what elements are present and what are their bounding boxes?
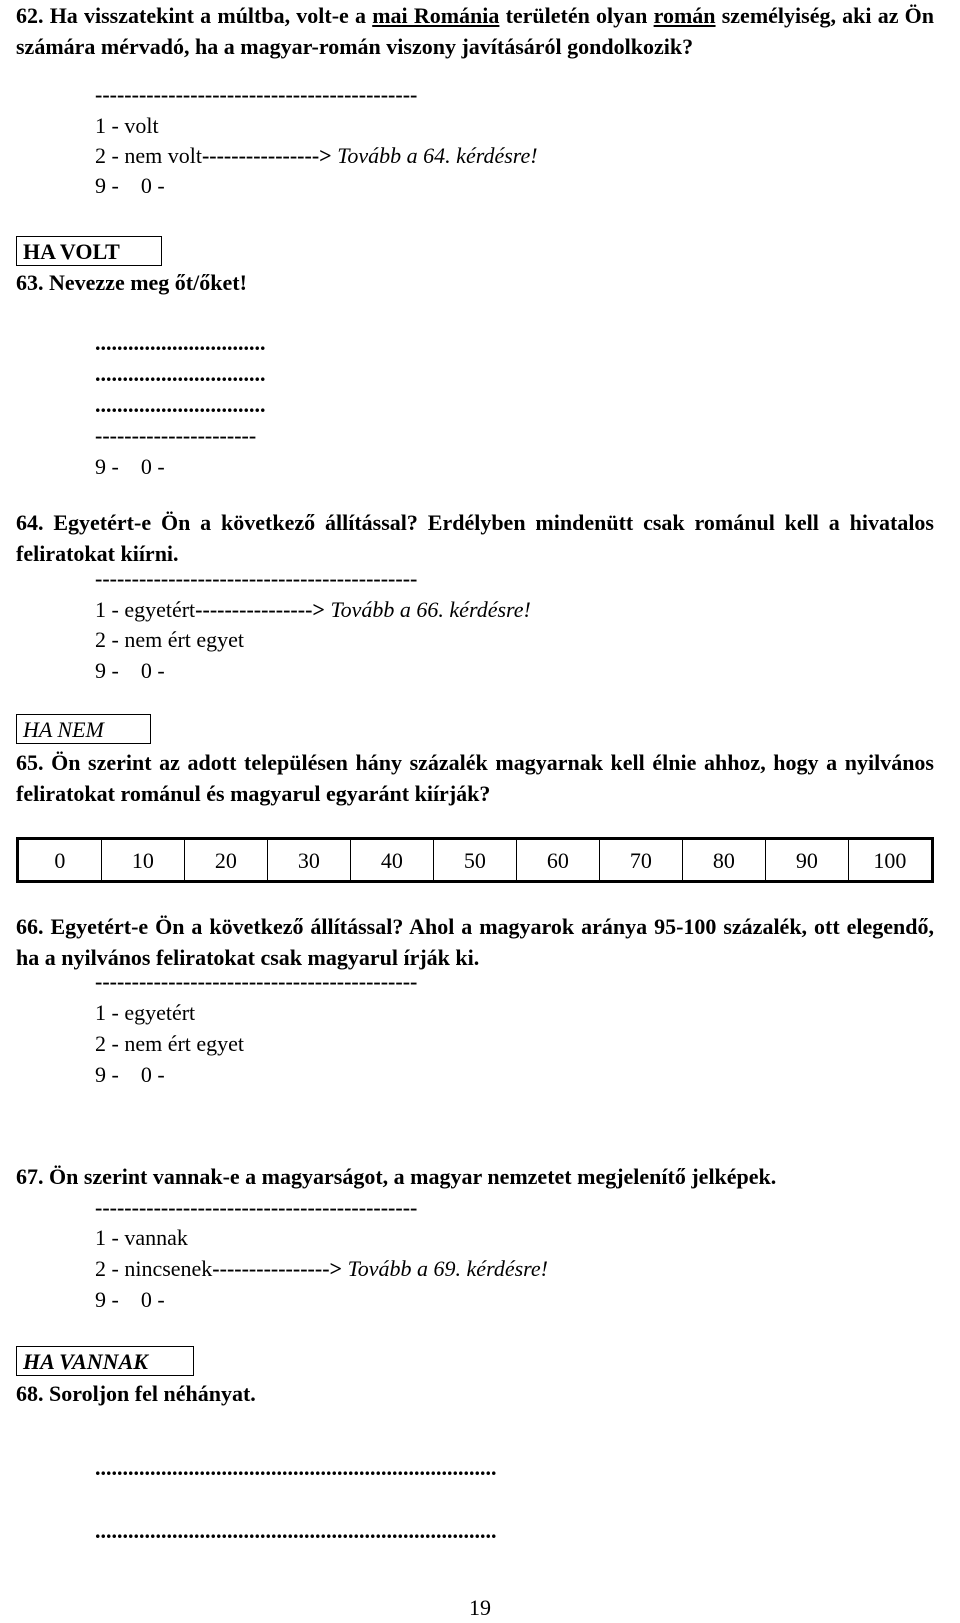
percentage-scale <box>16 837 934 883</box>
q66-option-1: 1 - egyetért <box>95 1000 196 1025</box>
scale-option-10[interactable]: 10 <box>101 839 184 882</box>
q67-option-2 <box>95 1253 548 1284</box>
q62-option-2-label: 2 - nem volt <box>95 143 202 168</box>
q64-codes: 9 - 0 - <box>95 658 165 683</box>
q67-option-2-jump: Tovább a 69. kérdésre! <box>342 1256 548 1281</box>
question-62-underlined-2: román <box>653 3 716 28</box>
question-66: 66. Egyetért-e Ön a következő állítással? Ahol a magyarok aránya 95-100 százalék, ott elegendő, ha a nyilvános feliratokat csak magyarul írják ki. <box>16 914 934 970</box>
filter-header-volt: HA VOLT <box>16 236 162 266</box>
q62-separator: -------------------------------------------- <box>95 82 418 107</box>
page-number: 19 <box>469 1595 491 1620</box>
q62-codes: 9 - 0 - <box>95 173 165 198</box>
q62-option-2 <box>95 140 538 171</box>
question-62 <box>16 0 934 62</box>
q63-codes: 9 - 0 - <box>95 454 165 479</box>
q67-option-1: 1 - vannak <box>95 1225 188 1250</box>
question-62-underlined-1: mai Románia <box>372 3 500 28</box>
q68-answer-line-1: ......................................................................... <box>95 1455 497 1480</box>
q64-option-2: 2 - nem ért egyet <box>95 627 245 652</box>
q63-answer-line-1: ............................... <box>95 330 266 355</box>
question-62-text-a: Ha visszatekint a múltba, volt-e a <box>49 3 373 28</box>
scale-option-20[interactable]: 20 <box>184 839 267 882</box>
scale-option-90[interactable]: 90 <box>765 839 848 882</box>
question-65: 65. Ön szerint az adott településen hány százalék magyarnak kell élnie ahhoz, hogy a nyilvános feliratokat románul és magyarul egyaránt kiírják? <box>16 750 934 806</box>
percentage-scale-row <box>18 839 933 882</box>
question-68: 68. Soroljon fel néhányat. <box>16 1381 256 1406</box>
scale-option-100[interactable]: 100 <box>848 839 932 882</box>
scale-option-40[interactable]: 40 <box>350 839 433 882</box>
q67-separator: -------------------------------------------- <box>95 1195 418 1220</box>
q67-option-2-arrow: ----------------> <box>212 1256 343 1281</box>
q62-option-2-arrow: ----------------> <box>201 143 332 168</box>
q63-answer-line-2: ............................... <box>95 361 266 386</box>
scale-option-50[interactable]: 50 <box>433 839 516 882</box>
question-62-text-c: személyiség, aki az Ön számára mérvadó, ha a magyar-román viszony javításáról gondolkozik? <box>16 3 934 59</box>
scale-option-0[interactable]: 0 <box>54 847 66 873</box>
scale-option-70[interactable]: 70 <box>599 839 682 882</box>
q62-option-2-jump: Tovább a 64. kérdésre! <box>331 143 538 168</box>
scale-option-30[interactable]: 30 <box>267 839 350 882</box>
question-67: 67. Ön szerint vannak-e a magyarságot, a magyar nemzetet megjelenítő jelképek. <box>16 1164 777 1189</box>
scale-option-60[interactable]: 60 <box>516 839 599 882</box>
q67-option-2-label: 2 - nincsenek <box>95 1256 213 1281</box>
q64-option-1-label: 1 - egyetért <box>95 597 196 622</box>
q67-codes: 9 - 0 - <box>95 1287 165 1312</box>
q64-option-1 <box>95 594 531 625</box>
q64-option-1-jump: Tovább a 66. kérdésre! <box>324 597 531 622</box>
q63-separator: ---------------------- <box>95 423 257 448</box>
q64-separator: -------------------------------------------- <box>95 566 418 591</box>
question-63: 63. Nevezze meg őt/őket! <box>16 270 247 295</box>
question-62-number: 62. <box>16 3 44 28</box>
filter-header-vannak: HA VANNAK <box>16 1346 194 1376</box>
filter-header-nem: HA NEM <box>16 714 151 744</box>
q66-codes: 9 - 0 - <box>95 1062 165 1087</box>
q62-option-1: 1 - volt <box>95 113 159 138</box>
q64-option-1-arrow: ----------------> <box>195 597 325 622</box>
q66-separator: -------------------------------------------- <box>95 969 418 994</box>
scale-option-80[interactable]: 80 <box>682 839 765 882</box>
q63-answer-line-3: ............................... <box>95 392 266 417</box>
question-62-text-b: területén olyan <box>499 3 654 28</box>
q68-answer-line-2: ......................................................................... <box>95 1518 497 1543</box>
q66-option-2: 2 - nem ért egyet <box>95 1031 245 1056</box>
question-64: 64. Egyetért-e Ön a következő állítással? Erdélyben mindenütt csak románul kell a hivatalos feliratokat kiírni. <box>16 510 934 566</box>
